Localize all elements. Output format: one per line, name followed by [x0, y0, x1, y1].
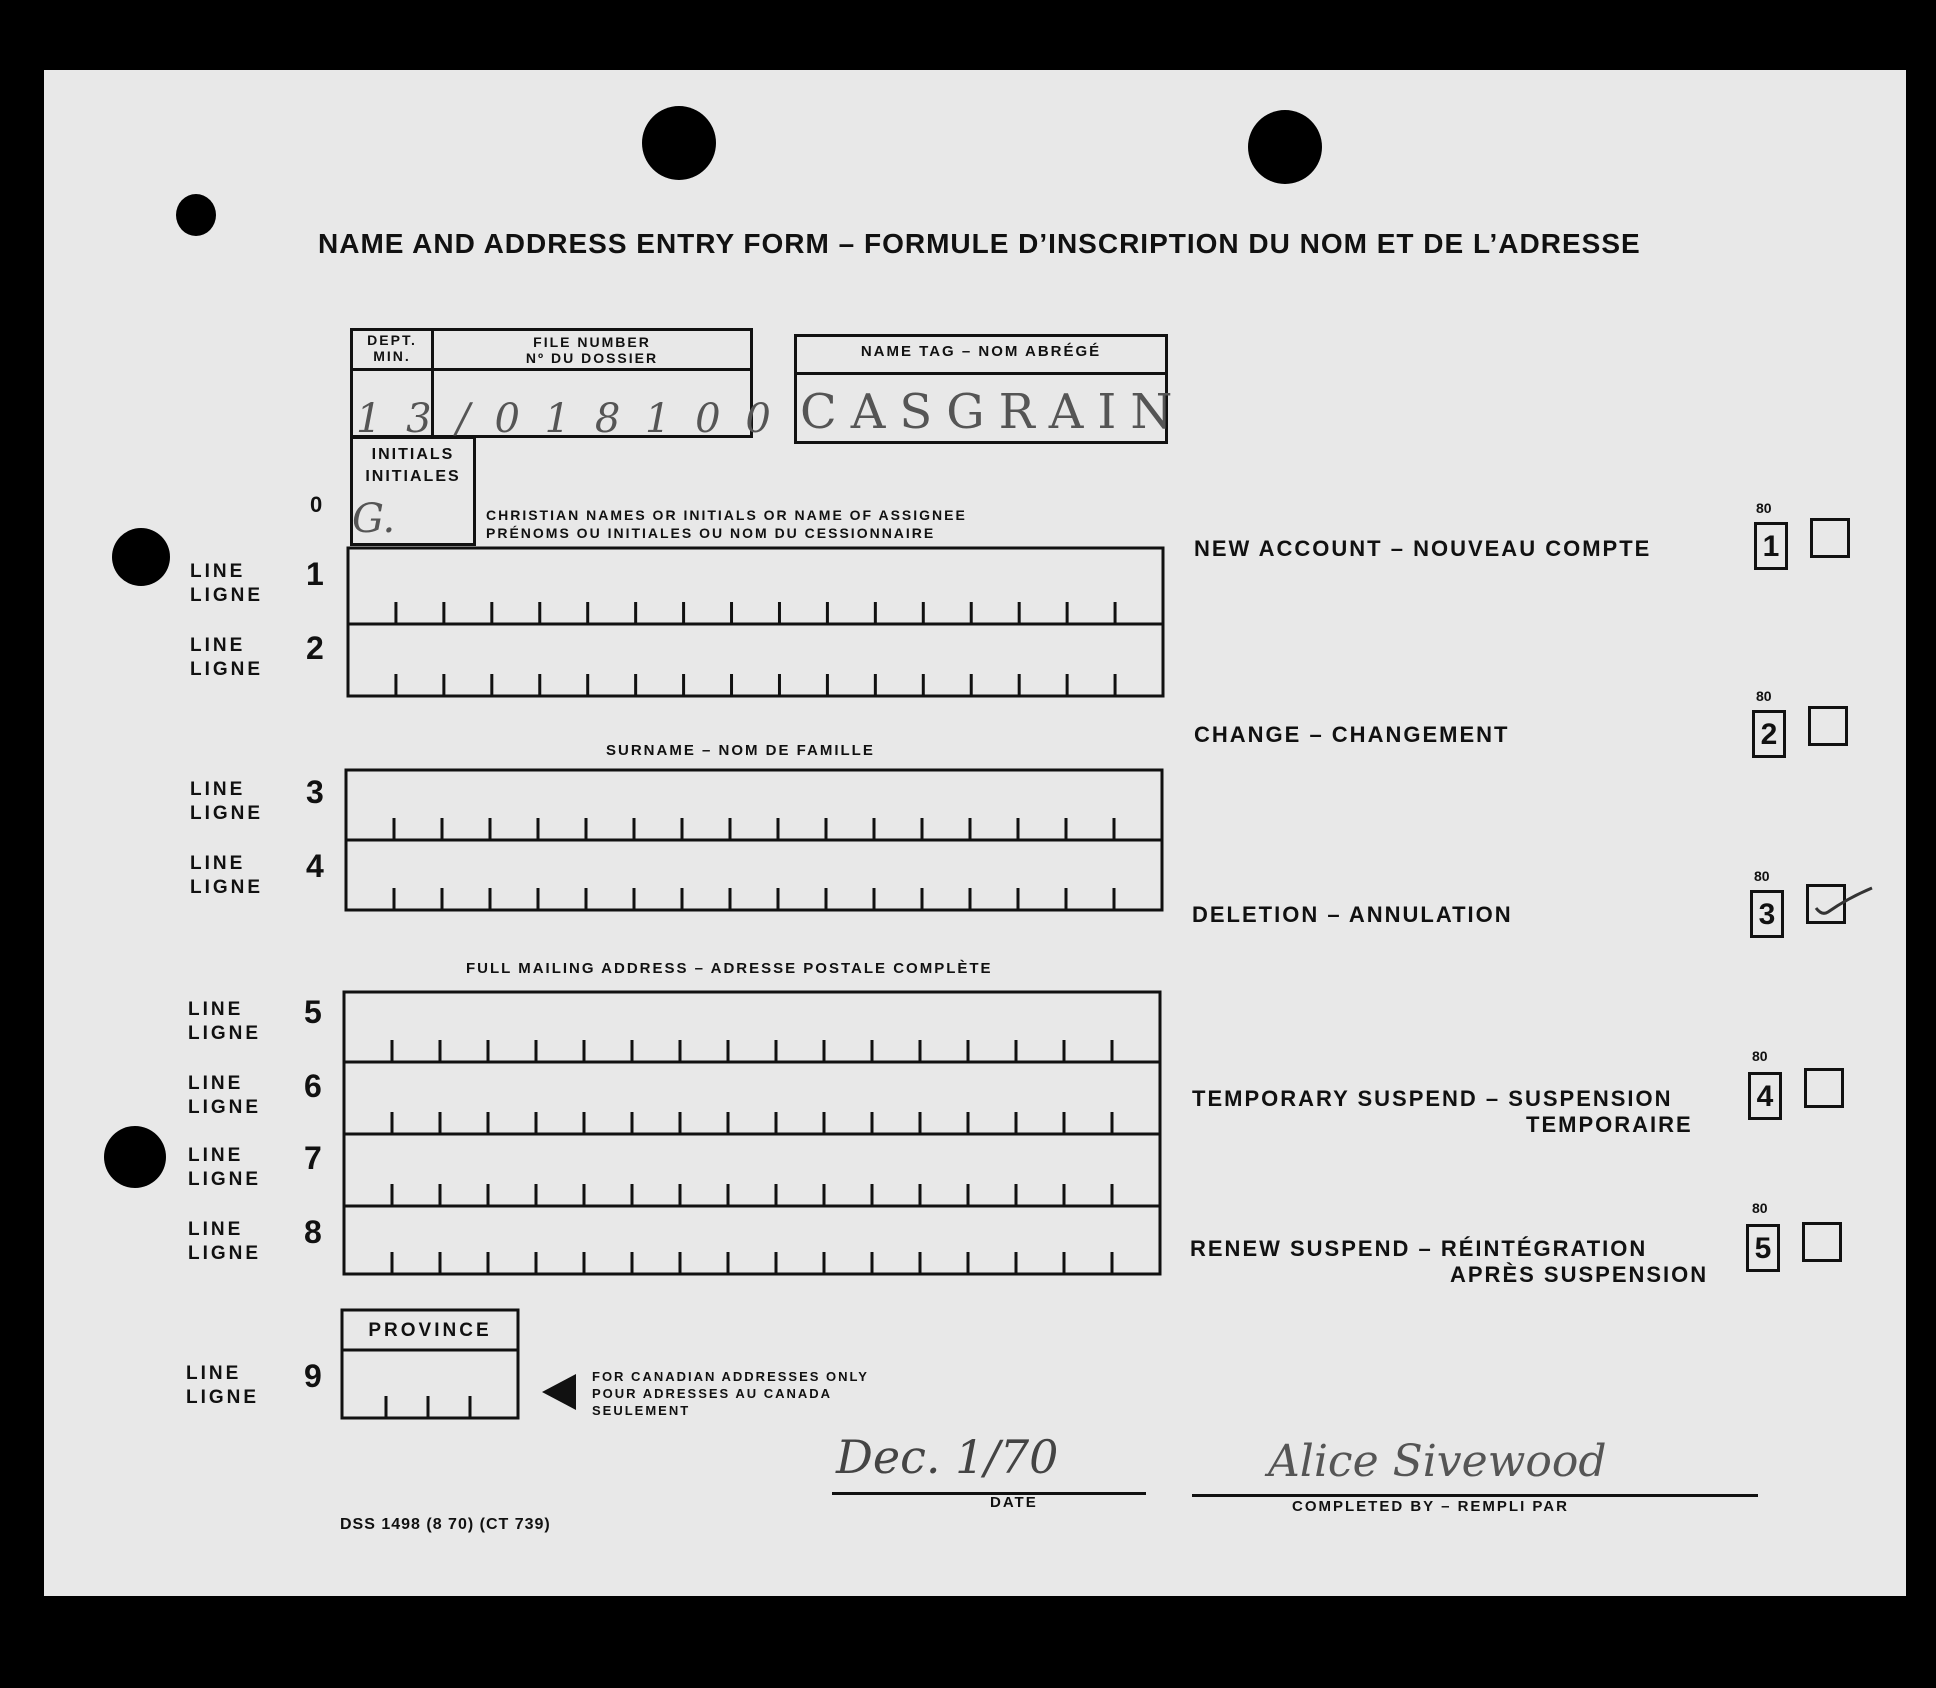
- checkbox-change[interactable]: [1808, 706, 1848, 746]
- line-number-6: 6: [304, 1068, 322, 1104]
- dept-label: DEPT. MIN.: [367, 332, 417, 364]
- line-number-8: 8: [304, 1214, 322, 1250]
- line-number-2: 2: [306, 630, 324, 666]
- province-label: PROVINCE: [368, 1320, 492, 1341]
- completed-by-label: COMPLETED BY – REMPLI PAR: [1292, 1498, 1569, 1515]
- line-label-8: LINE LIGNE: [188, 1219, 262, 1264]
- name-tag-label: NAME TAG – NOM ABRÉGÉ: [860, 343, 1102, 360]
- signature-value[interactable]: Alice Sivewood: [1268, 1436, 1607, 1487]
- option-change: CHANGE – CHANGEMENT: [1194, 722, 1510, 747]
- province-arrow-icon: [542, 1374, 576, 1410]
- line-number-1: 1: [306, 556, 324, 592]
- date-value[interactable]: Dec. 1/70: [836, 1430, 1059, 1484]
- line-label-2: LINE LIGNE: [190, 635, 264, 680]
- checkmark-icon: [1808, 880, 1878, 930]
- option-temporary-suspend-2: TEMPORAIRE: [1526, 1112, 1693, 1137]
- line-label-9: LINE LIGNE: [186, 1363, 260, 1408]
- option-temporary-suspend: TEMPORARY SUSPEND – SUSPENSION: [1192, 1086, 1673, 1111]
- surname-caption: SURNAME – NOM DE FAMILLE: [606, 742, 875, 759]
- name-tag-value[interactable]: CASGRAIN: [800, 384, 1187, 440]
- checkbox-renew-suspend[interactable]: [1802, 1222, 1842, 1262]
- option-renew-suspend: RENEW SUSPEND – RÉINTÉGRATION: [1190, 1236, 1648, 1261]
- code-3: 3: [1750, 890, 1784, 938]
- line-number-7: 7: [304, 1140, 322, 1176]
- province-note: FOR CANADIAN ADDRESSES ONLY POUR ADRESSES AU CANADA SEULEMENT: [592, 1369, 869, 1418]
- option-new-account: NEW ACCOUNT – NOUVEAU COMPTE: [1194, 536, 1652, 561]
- code-4: 4: [1748, 1072, 1782, 1120]
- code-5: 5: [1746, 1224, 1780, 1272]
- col-80-label-5: 80: [1752, 1200, 1768, 1216]
- col-80-label-2: 80: [1756, 688, 1772, 704]
- line-number-4: 4: [306, 848, 324, 884]
- date-line: [832, 1492, 1146, 1495]
- file-number-label: FILE NUMBER Nº DU DOSSIER: [525, 334, 659, 366]
- line-label-4: LINE LIGNE: [190, 853, 264, 898]
- line-label-1: LINE LIGNE: [190, 561, 264, 606]
- line-label-5: LINE LIGNE: [188, 999, 262, 1044]
- mailing-caption: FULL MAILING ADDRESS – ADRESSE POSTALE COMPLÈTE: [466, 960, 993, 977]
- option-deletion: DELETION – ANNULATION: [1192, 902, 1513, 927]
- col-80-label-1: 80: [1756, 500, 1772, 516]
- line-number-9: 9: [304, 1358, 322, 1394]
- line-label-3: LINE LIGNE: [190, 779, 264, 824]
- form-title: NAME AND ADDRESS ENTRY FORM – FORMULE D’INSCRIPTION DU NOM ET DE L’ADRESSE: [318, 228, 1641, 259]
- christian-names-caption: CHRISTIAN NAMES OR INITIALS OR NAME OF ASSIGNEE PRÉNOMS OU INITIALES OU NOM DU CESSIONNAIRE: [486, 507, 967, 541]
- checkbox-new-account[interactable]: [1810, 518, 1850, 558]
- file-number-value[interactable]: 1 3 / 0 1 8 1 0 0: [356, 396, 777, 442]
- signature-line: [1192, 1494, 1758, 1497]
- checkbox-temporary-suspend[interactable]: [1804, 1068, 1844, 1108]
- col-80-label-4: 80: [1752, 1048, 1768, 1064]
- col-80-label-3: 80: [1754, 868, 1770, 884]
- line-number-0: 0: [310, 492, 323, 517]
- line-number-5: 5: [304, 994, 322, 1030]
- option-renew-suspend-2: APRÈS SUSPENSION: [1450, 1262, 1709, 1287]
- initials-value[interactable]: G.: [352, 496, 396, 542]
- grid-lines-1-2[interactable]: [348, 548, 1163, 696]
- form-code: DSS 1498 (8 70) (CT 739): [340, 1516, 551, 1533]
- line-label-7: LINE LIGNE: [188, 1145, 262, 1190]
- initials-label: INITIALS INITIALES: [365, 446, 461, 485]
- line-number-3: 3: [306, 774, 324, 810]
- code-1: 1: [1754, 522, 1788, 570]
- code-2: 2: [1752, 710, 1786, 758]
- line-label-6: LINE LIGNE: [188, 1073, 262, 1118]
- date-label: DATE: [990, 1494, 1038, 1511]
